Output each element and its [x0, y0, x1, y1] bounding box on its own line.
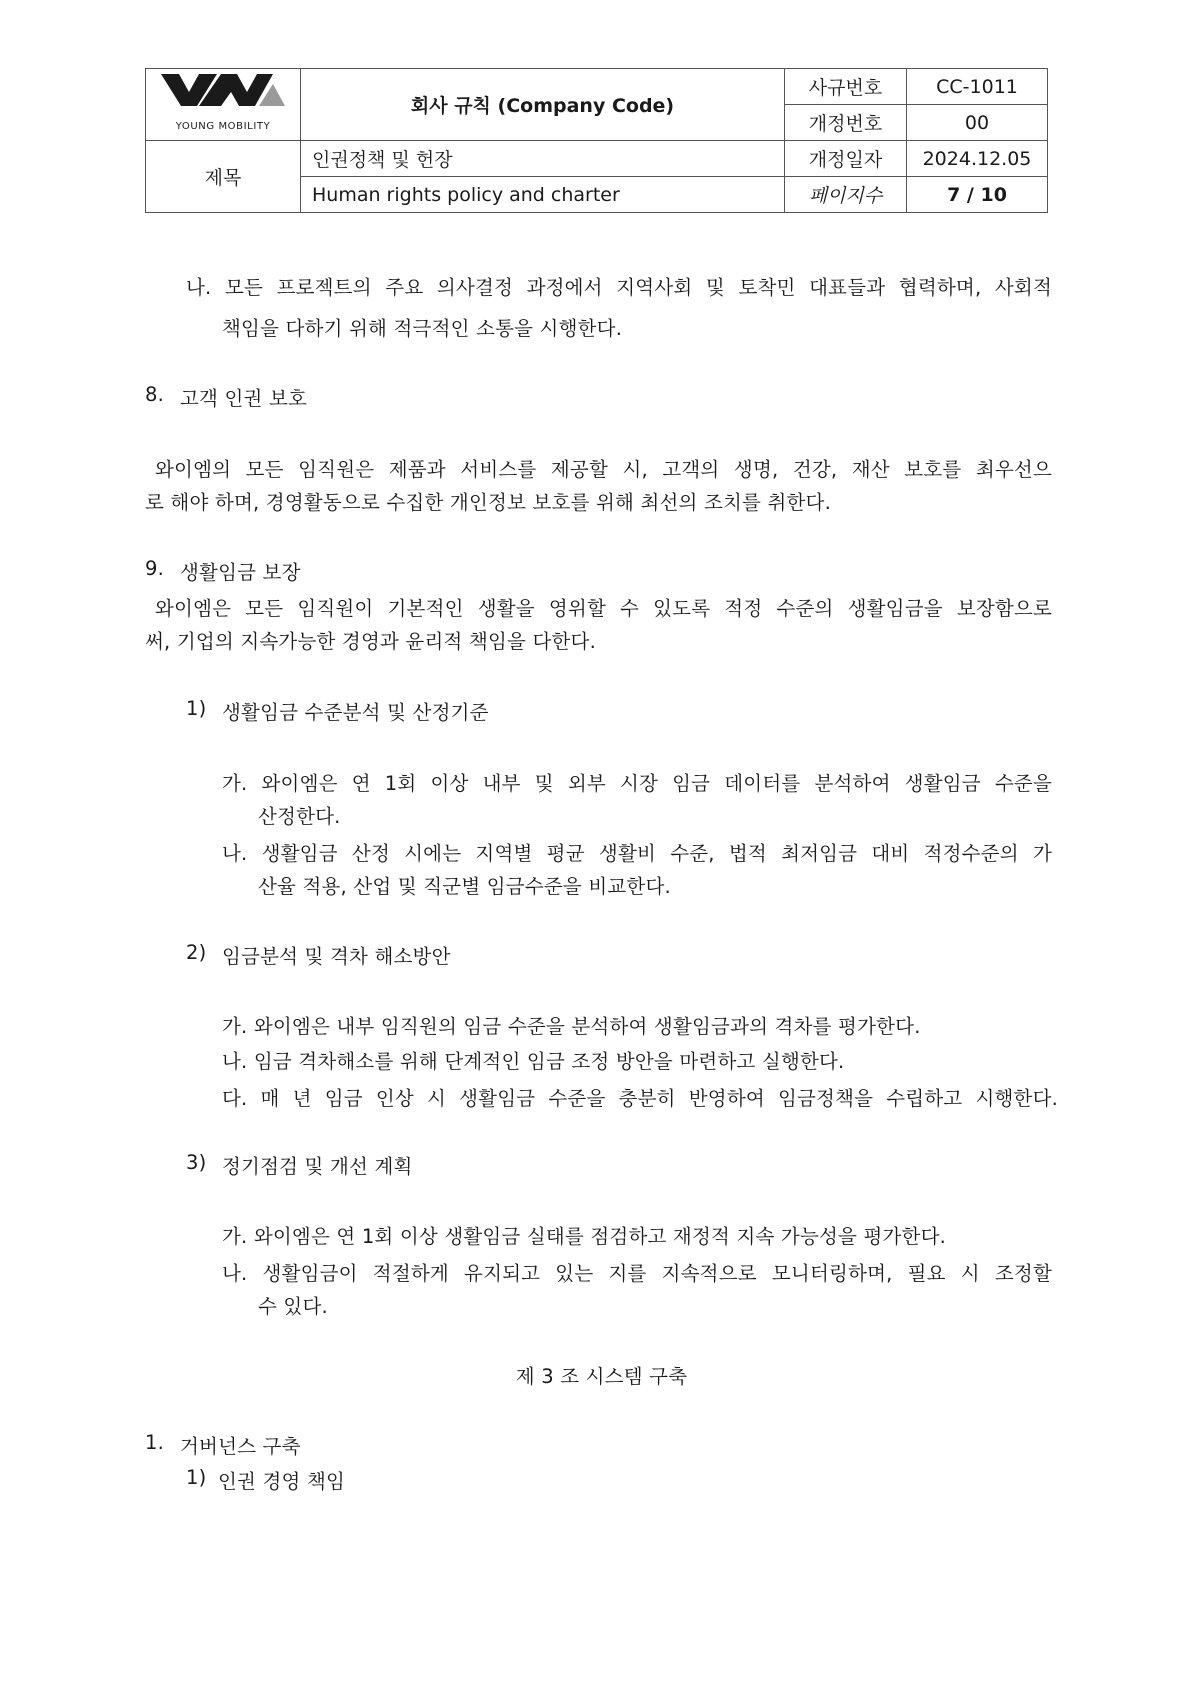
subject-english: Human rights policy and charter	[301, 177, 785, 213]
subsection-1-item-na-cont: 산율 적용, 산업 및 직군별 임금수준을 비교한다.	[258, 875, 671, 898]
section-8-paragraph: 와이엠의 모든 임직원은 제품과 서비스를 제공할 시, 고객의 생명, 건강, 재산 보호를 최우선으	[155, 458, 1052, 481]
subject-korean: 인권정책 및 헌장	[301, 141, 785, 177]
subsection-1-item-na: 나. 생활임금 산정 시에는 지역별 평균 생활비 수준, 법적 최저임금 대비 적정수준의 가	[222, 842, 1052, 865]
subsection-2-item-ga: 가. 와이엠은 내부 임직원의 임금 수준을 분석하여 생활임금과의 격차를 평가한다.	[222, 1015, 921, 1038]
revision-number-value: 00	[907, 105, 1048, 141]
section-9-paragraph: 와이엠은 모든 임직원이 기본적인 생활을 영위할 수 있도록 적정 수준의 생활임금을 보장함으로	[155, 597, 1052, 620]
governance-number: 1.	[145, 1431, 165, 1454]
subject-label: 제목	[146, 141, 301, 213]
section-9-number: 9.	[145, 557, 165, 580]
subsection-3-item-na-cont: 수 있다.	[258, 1295, 328, 1318]
governance-sub-number: 1)	[186, 1466, 207, 1489]
subsection-1-item-ga-cont: 산정한다.	[258, 805, 341, 828]
subsection-3-item-na: 나. 생활임금이 적절하게 유지되고 있는 지를 지속적으로 모니터링하며, 필요 시 조정할	[222, 1262, 1052, 1285]
subsection-1-title: 생활임금 수준분석 및 산정기준	[222, 701, 489, 724]
revision-date-value: 2024.12.05	[907, 141, 1048, 177]
subsection-2-number: 2)	[186, 941, 207, 964]
rule-number-value: CC-1011	[907, 69, 1048, 105]
subsection-2-title: 임금분석 및 격차 해소방안	[222, 945, 451, 968]
revision-date-label: 개정일자	[785, 141, 907, 177]
page-count-value: 7 / 10	[907, 177, 1048, 213]
ym-logo-icon	[159, 72, 287, 118]
section-8-paragraph-cont: 로 해야 하며, 경영활동으로 수집한 개인정보 보호를 위해 최선의 조치를 취한다.	[145, 491, 831, 514]
subsection-3-item-ga: 가. 와이엠은 연 1회 이상 생활임금 실태를 점검하고 재정적 지속 가능성을 평가한다.	[222, 1225, 947, 1248]
section-9-title: 생활임금 보장	[180, 561, 301, 584]
young-mobility-logo	[159, 72, 287, 132]
section-9-paragraph-cont: 써, 기업의 지속가능한 경영과 윤리적 책임을 다한다.	[145, 630, 596, 653]
governance-title: 거버넌스 구축	[180, 1435, 301, 1458]
document-header	[145, 68, 1048, 213]
list-item-na: 나. 모든 프로젝트의 주요 의사결정 과정에서 지역사회 및 토착민 대표들과 협력하며, 사회적	[186, 276, 1052, 299]
document-title: 회사 규칙 (Company Code)	[301, 69, 785, 141]
article-3-heading: 제 3 조 시스템 구축	[515, 1365, 688, 1388]
rule-number-label: 사규번호	[785, 69, 907, 105]
revision-number-label: 개정번호	[785, 105, 907, 141]
subsection-2-item-da: 다. 매 년 임금 인상 시 생활임금 수준을 충분히 반영하여 임금정책을 수립하고 시행한다.	[222, 1087, 1058, 1110]
company-logo-cell	[146, 69, 301, 141]
subsection-2-item-na: 나. 임금 격차해소를 위해 단계적인 임금 조정 방안을 마련하고 실행한다.	[222, 1050, 845, 1073]
subsection-1-item-ga: 가. 와이엠은 연 1회 이상 내부 및 외부 시장 임금 데이터를 분석하여 생활임금 수준을	[222, 772, 1052, 795]
governance-sub-title: 인권 경영 책임	[218, 1470, 346, 1493]
page-count-label: 페이지수	[785, 177, 907, 213]
list-item-na-cont: 책임을 다하기 위해 적극적인 소통을 시행한다.	[222, 317, 623, 340]
subsection-3-number: 3)	[186, 1151, 207, 1174]
logo-text: YOUNG MOBILITY	[175, 121, 271, 132]
subsection-3-title: 정기점검 및 개선 계획	[222, 1155, 413, 1178]
section-8-title: 고객 인권 보호	[180, 387, 308, 410]
subsection-1-number: 1)	[186, 697, 207, 720]
section-8-number: 8.	[145, 383, 165, 406]
